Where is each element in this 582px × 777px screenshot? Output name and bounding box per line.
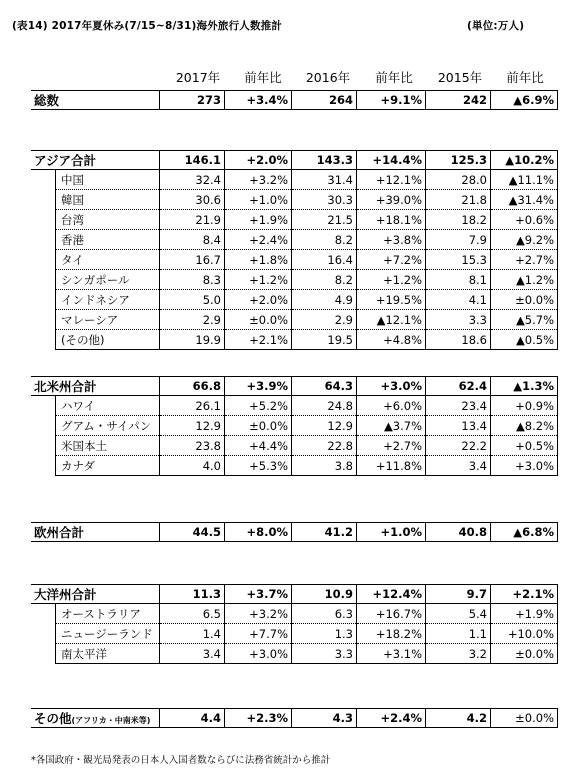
cell: 264 — [292, 91, 357, 110]
row-label: 中国 — [56, 170, 160, 190]
cell: 2.9 — [292, 310, 357, 330]
cell: 4.3 — [292, 709, 357, 728]
table-row — [31, 396, 558, 416]
cell: ▲12.1% — [357, 310, 426, 330]
cell: 16.7 — [160, 250, 225, 270]
cell: 19.5 — [292, 330, 357, 350]
cell: +2.7% — [357, 436, 426, 456]
cell: 125.3 — [426, 151, 491, 170]
row-label: グアム・サイパン — [56, 416, 160, 436]
cell: 1.3 — [292, 624, 357, 644]
cell: +3.7% — [225, 585, 292, 604]
col-header-yoy-2015: 前年比 — [506, 70, 544, 85]
cell: +2.0% — [225, 290, 292, 310]
cell: 3.8 — [292, 456, 357, 476]
row-label: インドネシア — [56, 290, 160, 310]
cell: +2.4% — [357, 709, 426, 728]
table-row — [31, 250, 558, 270]
cell: 28.0 — [426, 170, 491, 190]
cell: 8.3 — [160, 270, 225, 290]
cell: 31.4 — [292, 170, 357, 190]
cell: +1.0% — [357, 523, 426, 542]
table-row — [31, 290, 558, 310]
cell: ▲0.5% — [491, 330, 558, 350]
cell: ±0.0% — [491, 709, 558, 728]
cell: +3.2% — [225, 604, 292, 624]
cell: 4.1 — [426, 290, 491, 310]
cell: 40.8 — [426, 523, 491, 542]
cell: ▲1.2% — [491, 270, 558, 290]
cell: 44.5 — [160, 523, 225, 542]
unit-label: (単位:万人) — [467, 20, 525, 32]
cell: +5.2% — [225, 396, 292, 416]
cell: ±0.0% — [225, 310, 292, 330]
cell: +3.0% — [491, 456, 558, 476]
cell: +4.4% — [225, 436, 292, 456]
cell: 19.9 — [160, 330, 225, 350]
cell: +7.2% — [357, 250, 426, 270]
cell: +14.4% — [357, 151, 426, 170]
cell: +9.1% — [357, 91, 426, 110]
cell: 1.4 — [160, 624, 225, 644]
cell: +1.8% — [225, 250, 292, 270]
cell: 8.4 — [160, 230, 225, 250]
cell: +2.1% — [491, 585, 558, 604]
row-label: カナダ — [56, 456, 160, 476]
cell: +0.5% — [491, 436, 558, 456]
table-row — [31, 330, 558, 350]
row-label: タイ — [56, 250, 160, 270]
cell: +2.0% — [225, 151, 292, 170]
cell: +3.9% — [225, 377, 292, 396]
row-label: (その他) — [56, 330, 160, 350]
cell: 66.8 — [160, 377, 225, 396]
cell: +18.2% — [357, 624, 426, 644]
cell: 23.8 — [160, 436, 225, 456]
table-row — [31, 190, 558, 210]
cell: +5.3% — [225, 456, 292, 476]
cell: +16.7% — [357, 604, 426, 624]
table-row — [31, 210, 558, 230]
row-label: 香港 — [56, 230, 160, 250]
cell: 2.9 — [160, 310, 225, 330]
cell: 30.3 — [292, 190, 357, 210]
row-label: ハワイ — [56, 396, 160, 416]
table-row — [31, 270, 558, 290]
cell: 3.3 — [426, 310, 491, 330]
cell: ▲1.3% — [491, 377, 558, 396]
cell: 4.0 — [160, 456, 225, 476]
cell: 6.5 — [160, 604, 225, 624]
cell: 143.3 — [292, 151, 357, 170]
cell: 15.3 — [426, 250, 491, 270]
table-row — [31, 416, 558, 436]
cell: +11.8% — [357, 456, 426, 476]
table-row — [31, 644, 558, 664]
cell: 5.0 — [160, 290, 225, 310]
cell: +7.7% — [225, 624, 292, 644]
cell: ▲10.2% — [491, 151, 558, 170]
cell: 4.9 — [292, 290, 357, 310]
cell: +0.6% — [491, 210, 558, 230]
region-total-row — [31, 377, 558, 396]
table-title — [12, 18, 572, 33]
cell: +1.0% — [225, 190, 292, 210]
cell: 7.9 — [426, 230, 491, 250]
cell: ▲31.4% — [491, 190, 558, 210]
cell: 8.2 — [292, 230, 357, 250]
cell: ▲6.9% — [491, 91, 558, 110]
col-header-2015: 2015年 — [437, 70, 483, 85]
cell: 12.9 — [292, 416, 357, 436]
cell: +4.8% — [357, 330, 426, 350]
other-total-row — [31, 709, 558, 728]
cell: 146.1 — [160, 151, 225, 170]
cell: 21.5 — [292, 210, 357, 230]
table-row — [31, 230, 558, 250]
cell: 5.4 — [426, 604, 491, 624]
cell: 21.9 — [160, 210, 225, 230]
table-row — [31, 436, 558, 456]
cell: +3.2% — [225, 170, 292, 190]
cell: +3.0% — [357, 377, 426, 396]
cell: 13.4 — [426, 416, 491, 436]
cell: +3.8% — [357, 230, 426, 250]
cell: 22.8 — [292, 436, 357, 456]
cell: +39.0% — [357, 190, 426, 210]
cell: +1.2% — [225, 270, 292, 290]
cell: 8.1 — [426, 270, 491, 290]
cell: 3.3 — [292, 644, 357, 664]
cell: 18.2 — [426, 210, 491, 230]
table-row — [31, 604, 558, 624]
row-label: ニュージーランド — [56, 624, 160, 644]
cell: 32.4 — [160, 170, 225, 190]
cell: 242 — [426, 91, 491, 110]
cell: 1.1 — [426, 624, 491, 644]
cell: 3.4 — [160, 644, 225, 664]
cell: +12.1% — [357, 170, 426, 190]
cell: +2.4% — [225, 230, 292, 250]
cell: +8.0% — [225, 523, 292, 542]
cell: 12.9 — [160, 416, 225, 436]
col-header-2016: 2016年 — [305, 70, 351, 85]
col-header-2017: 2017年 — [175, 70, 221, 85]
europe-table — [31, 522, 558, 542]
row-label: 米国本土 — [56, 436, 160, 456]
cell: 4.4 — [160, 709, 225, 728]
cell: +2.7% — [491, 250, 558, 270]
cell: ▲8.2% — [491, 416, 558, 436]
cell: +1.9% — [225, 210, 292, 230]
cell: 273 — [160, 91, 225, 110]
row-label: 台湾 — [56, 210, 160, 230]
cell: +2.1% — [225, 330, 292, 350]
cell: ±0.0% — [225, 416, 292, 436]
region-total-row — [31, 585, 558, 604]
cell: ▲11.1% — [491, 170, 558, 190]
cell: ▲6.8% — [491, 523, 558, 542]
cell: 62.4 — [426, 377, 491, 396]
cell: 41.2 — [292, 523, 357, 542]
cell: +18.1% — [357, 210, 426, 230]
cell: 8.2 — [292, 270, 357, 290]
cell: 64.3 — [292, 377, 357, 396]
cell: +10.0% — [491, 624, 558, 644]
cell: 9.7 — [426, 585, 491, 604]
other-label-note: (アフリカ・中南米等) — [71, 716, 151, 725]
cell: 21.8 — [426, 190, 491, 210]
cell: 18.6 — [426, 330, 491, 350]
cell: 22.2 — [426, 436, 491, 456]
region-total-row — [31, 151, 558, 170]
table-row — [31, 310, 558, 330]
row-label: 韓国 — [56, 190, 160, 210]
cell: +1.9% — [491, 604, 558, 624]
footnote: *各国政府・観光局発表の日本人入国者数ならびに法務省統計から推計 — [31, 755, 331, 766]
cell: +1.2% — [357, 270, 426, 290]
north-america-table — [31, 376, 558, 476]
grand-total-row — [31, 91, 558, 110]
cell: 16.4 — [292, 250, 357, 270]
cell: +2.3% — [225, 709, 292, 728]
cell: ▲3.7% — [357, 416, 426, 436]
cell: +6.0% — [357, 396, 426, 416]
title-text: (表14) 2017年夏休み(7/15~8/31)海外旅行人数推計 — [12, 20, 283, 32]
cell: 30.6 — [160, 190, 225, 210]
cell: +3.4% — [225, 91, 292, 110]
row-label: 南太平洋 — [56, 644, 160, 664]
region-total-row — [31, 523, 558, 542]
oceania-table — [31, 584, 558, 664]
table-row — [31, 456, 558, 476]
other-total-label — [31, 709, 160, 728]
cell: +19.5% — [357, 290, 426, 310]
table-row — [31, 170, 558, 190]
cell: 11.3 — [160, 585, 225, 604]
cell: +12.4% — [357, 585, 426, 604]
asia-table — [31, 150, 558, 350]
cell: +3.1% — [357, 644, 426, 664]
cell: 10.9 — [292, 585, 357, 604]
table-row — [31, 624, 558, 644]
region-total-label: アジア合計 — [31, 151, 160, 170]
col-header-yoy-2017: 前年比 — [244, 70, 282, 85]
row-label: オーストラリア — [56, 604, 160, 624]
cell: 26.1 — [160, 396, 225, 416]
cell: 4.2 — [426, 709, 491, 728]
col-header-yoy-2016: 前年比 — [375, 70, 413, 85]
cell: ▲5.7% — [491, 310, 558, 330]
region-total-label: 大洋州合計 — [31, 585, 160, 604]
row-label: マレーシア — [56, 310, 160, 330]
other-label-text: その他 — [34, 711, 72, 726]
cell: 23.4 — [426, 396, 491, 416]
grand-total-label: 総数 — [31, 91, 160, 110]
cell: +3.0% — [225, 644, 292, 664]
cell: ±0.0% — [491, 290, 558, 310]
cell: +0.9% — [491, 396, 558, 416]
grand-total-table — [31, 90, 558, 110]
row-label: シンガポール — [56, 270, 160, 290]
region-total-label: 欧州合計 — [31, 523, 160, 542]
cell: 3.2 — [426, 644, 491, 664]
cell: ▲9.2% — [491, 230, 558, 250]
cell: 6.3 — [292, 604, 357, 624]
region-total-label: 北米州合計 — [31, 377, 160, 396]
cell: 3.4 — [426, 456, 491, 476]
cell: ±0.0% — [491, 644, 558, 664]
cell: 24.8 — [292, 396, 357, 416]
other-table — [31, 708, 558, 728]
